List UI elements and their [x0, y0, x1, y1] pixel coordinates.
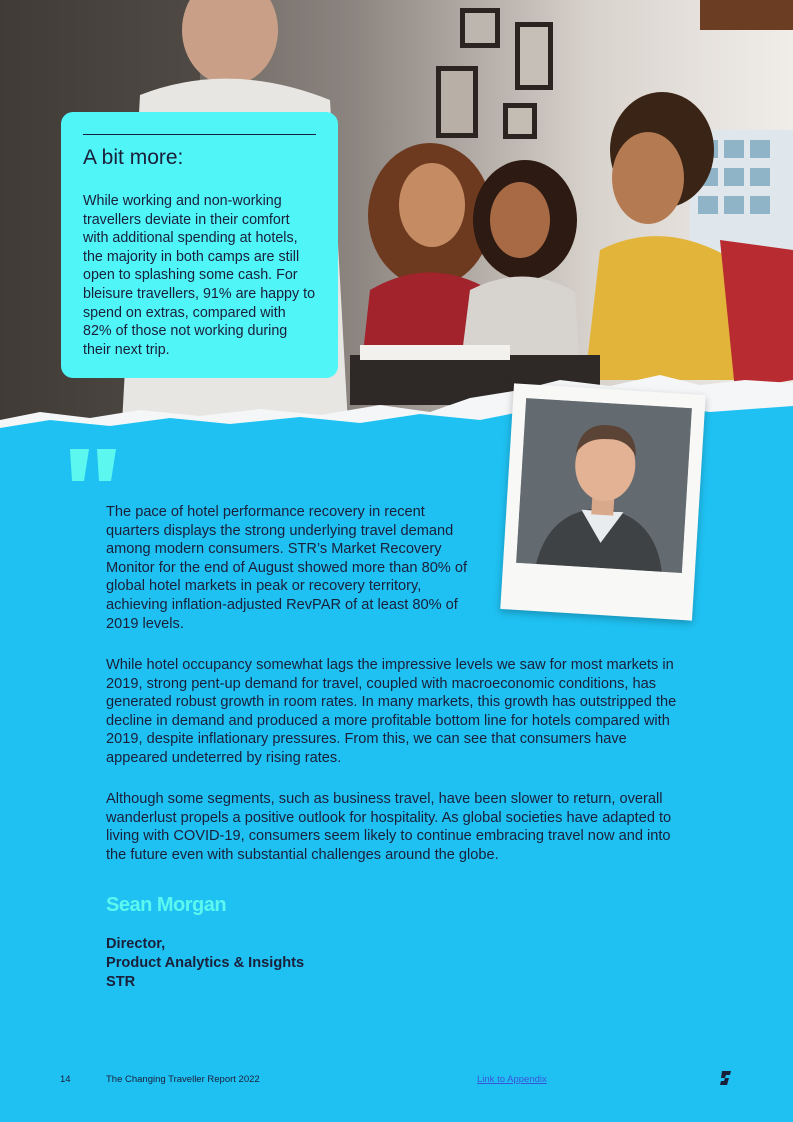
str-logo-icon: [719, 1069, 733, 1092]
author-role-line-1: Director,: [106, 936, 166, 952]
callout-title: A bit more:: [83, 146, 184, 169]
page-number: 14: [60, 1074, 71, 1085]
quote-paragraph-3-text: Although some segments, such as business travel, have been slower to return, overall wanderlust propels a positive outlook for hospitality. As global societies have adapted to living with COVID-19, consumers seem likely to continue embracing travel now and into the future even with substantial challenges around the globe.: [106, 791, 672, 863]
quote-paragraph-2: [106, 656, 681, 768]
callout-box: [61, 112, 338, 378]
report-title: The Changing Traveller Report 2022: [106, 1074, 260, 1085]
author-role: [106, 935, 304, 991]
author-role-line-2: Product Analytics & Insights: [106, 954, 305, 971]
quote-paragraph-2-text: While hotel occupancy somewhat lags the impressive levels we saw for most markets in 2019, strong pent-up demand for travel, coupled with macroeconomic conditions, has generated robust growth in room rates. In many markets, this growth has outstripped the decline in demand and produced a more profitable bottom line for hotels compared with 2019, despite inflationary pressures. From this, we can see that consumers have appeared undeterred by rising rates.: [106, 657, 677, 766]
author-portrait-polaroid: [500, 383, 705, 620]
author-company: STR: [106, 973, 136, 990]
callout-body: While working and non-working travellers deviate in their comfort with additional spending at hotels, the majority in both camps are still open to splashing some cash. For bleisure travellers, 91% are happy to spend on extras, compared with 82% of those not working during their next trip.: [83, 193, 316, 358]
quote-paragraph-1: [106, 503, 478, 633]
quote-paragraph-1-text: The pace of hotel performance recovery in recent quarters displays the strong underlying travel demand among modern consumers. STR’s Market Recovery Monitor for the end of August showed more than 80% of global hotel markets in peak or recovery territory, achieving inflation-adjusted RevPAR of at least 80% of 2019 levels.: [106, 504, 468, 632]
quote-paragraph-3: [106, 790, 681, 864]
author-portrait: [516, 398, 692, 573]
author-name: Sean Morgan: [106, 894, 227, 916]
callout-divider: [83, 134, 316, 135]
quotation-mark-icon: [68, 449, 120, 486]
appendix-link[interactable]: Link to Appendix: [477, 1074, 547, 1085]
